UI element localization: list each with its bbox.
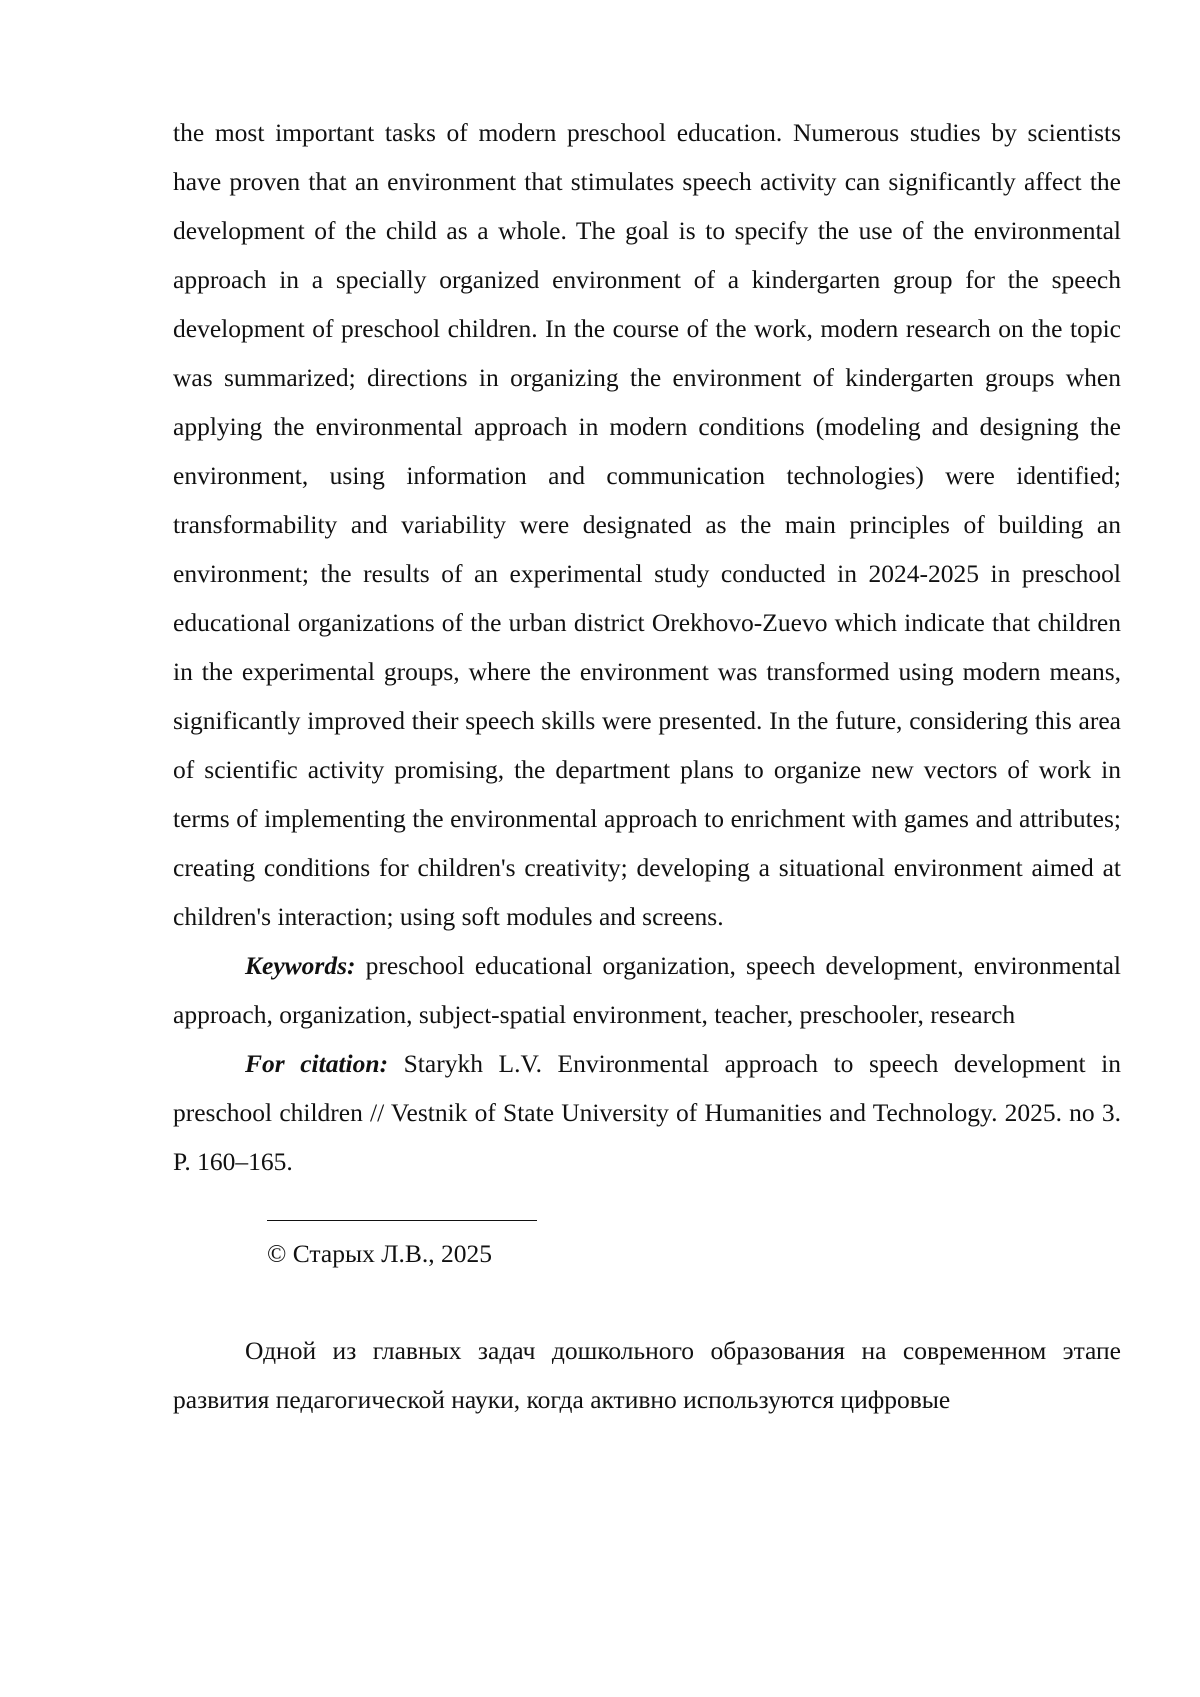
abstract-text: the most important tasks of modern preschool education. Numerous studies by scientists have proven that an environment that stimulates speech activity can significantly affect the development of the child as a whole. The goal is to specify the use of the environmental approach in a specially organized environment of a kindergarten group for the speech development of preschool children. In the course of the work, modern research on the topic was summarized; directions in organizing the environment of kindergarten groups when applying the environmental approach in modern conditions (modeling and designing the environment, using information and communication technologies) were identified; transformability and variability were designated as the main principles of building an environment; the results of an experimental study conducted in 2024-2025 in preschool educational organizations of the urban district Orekhovo-Zuevo which indicate that children in the experimental groups, where the environment was transformed using modern means, significantly improved their speech skills were presented. In the future, considering this area of scientific activity promising, the department plans to organize new vectors of work in terms of implementing the environmental approach to enrichment with games and attributes; creating conditions for children's creativity; developing a situational environment aimed at children's interaction; using soft modules and screens. xyxy=(173,118,1121,931)
page xyxy=(173,108,1121,1424)
citation-paragraph xyxy=(173,1039,1121,1186)
body-russian-text: Одной из главных задач дошкольного образования на современном этапе развития педагогической науки, когда активно используются цифровые xyxy=(173,1336,1121,1414)
keywords-paragraph xyxy=(173,941,1121,1039)
citation-text: Starykh L.V. Environmental approach to speech development in preschool children // Vestnik of State University of Humanities and Technology. 2025. no 3. P. 160–165. xyxy=(173,1049,1122,1176)
footnote-divider xyxy=(267,1220,537,1221)
keywords-text: preschool educational organization, speech development, environmental approach, organization, subject-spatial environment, teacher, preschooler, research xyxy=(173,951,1121,1029)
copyright-notice: © Старых Л.В., 2025 xyxy=(267,1239,493,1268)
keywords-label: Keywords: xyxy=(245,951,356,980)
citation-label: For citation: xyxy=(245,1049,389,1078)
